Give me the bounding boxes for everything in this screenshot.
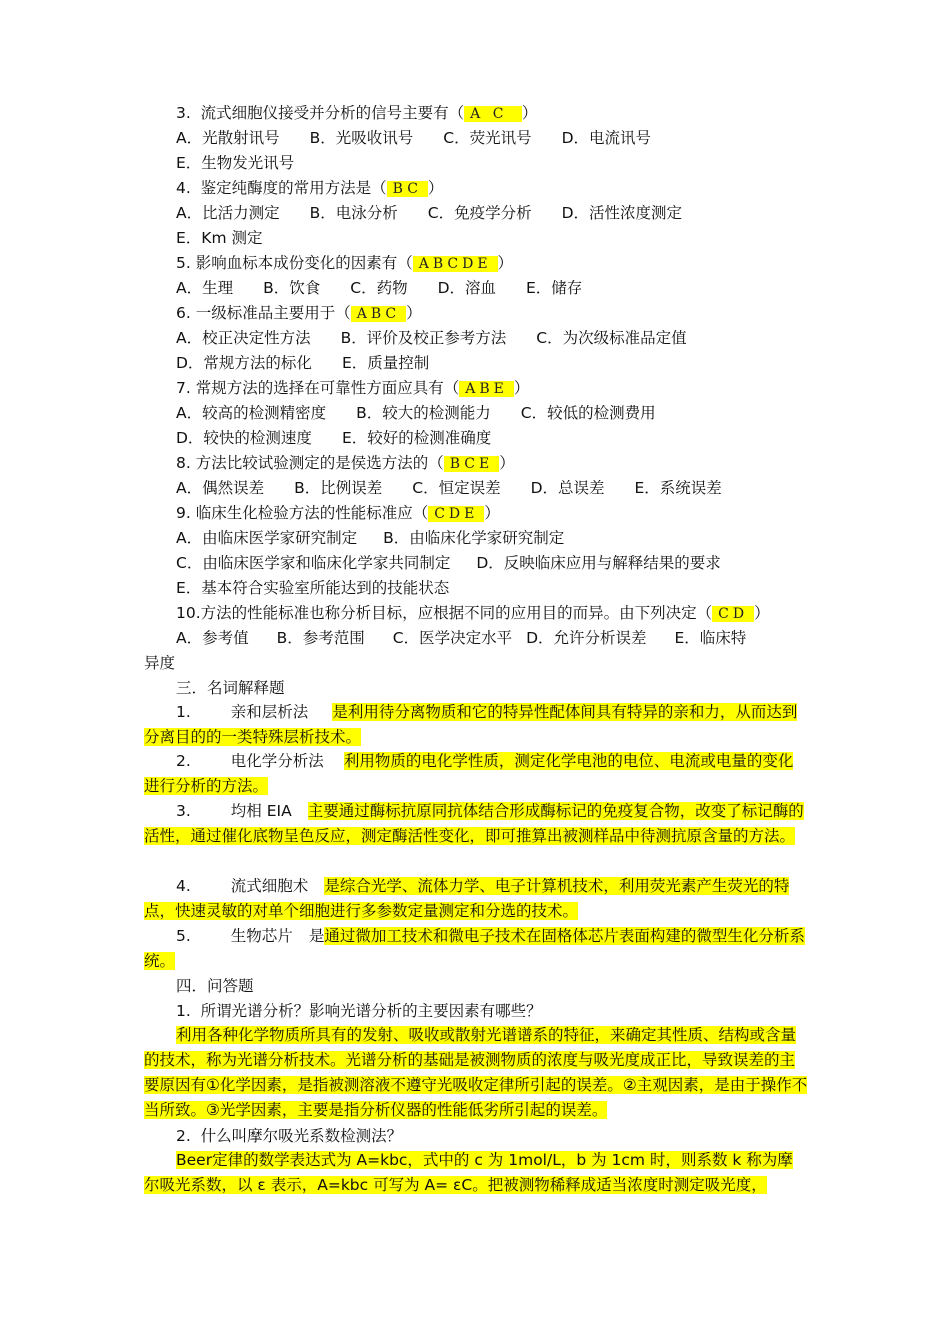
answer-highlight: ABC [351, 306, 406, 322]
answer-text-highlight: Beer定律的数学表达式为 A=kbc，式中的 c 为 1mol/L，b 为 1cm 时，则系数 k 称为摩尔吸光系数，以 ε 表示，A=kbc 可写为 A= εC。把被测物稀释成适当浓度时测定吸光度， [144, 1151, 793, 1194]
term-definition-3: 3. 均相 EIA 主要通过酶标抗原同抗体结合形成酶标记的免疫复合物，改变了标记酶的活性，通过催化底物呈色反应，测定酶活性变化，即可推算出被测样品中待测抗原含量的方法。 [144, 802, 804, 845]
answer-highlight: BCE [444, 456, 499, 472]
term: 电化学分析法 [230, 752, 324, 770]
question-10: 10.方法的性能标准也称分析目标，应根据不同的应用目的而异。由下列决定（ CD ） [176, 604, 770, 622]
question-8: 8. 方法比较试验测定的是侯选方法的（ BCE ） [176, 454, 515, 472]
term-definition-2: 2. 电化学分析法 利用物质的电化学性质，测定化学电池的电位、电流或电量的变化进行分析的方法。 [144, 752, 794, 795]
options-row: D．较快的检测速度 E．较好的检测准确度 [176, 429, 492, 447]
section-title: 四．问答题 [176, 977, 254, 995]
definition-highlight: 是综合光学、流体力学、电子计算机技术，利用荧光素产生荧光的特点，快速灵敏的对单个细胞进行多参数定量测定和分选的技术。 [144, 877, 790, 920]
term: 流式细胞术 [230, 877, 309, 895]
qa-answer-2 [144, 1148, 808, 1198]
term-definition-1: 1. 亲和层析法 是利用待分离物质和它的特异性配体间具有特异的亲和力，从而达到分离目的的一类特殊层析技术。 [144, 703, 798, 746]
question-stem: 6. 一级标准品主要用于（ [176, 304, 351, 322]
options-row: E．基本符合实验室所能达到的技能状态 [176, 579, 450, 597]
question-stem: 10.方法的性能标准也称分析目标，应根据不同的应用目的而异。由下列决定（ [176, 604, 713, 622]
term: 均相 EIA [230, 802, 292, 820]
term-definition-5: 5. 生物芯片 是通过微加工技术和微电子技术在固格体芯片表面构建的微型生化分析系统。 [144, 927, 805, 970]
term: 生物芯片 [230, 927, 293, 945]
answer-highlight: ABE [459, 381, 514, 397]
question-stem: 9. 临床生化检验方法的性能标准应（ [176, 504, 429, 522]
answer-highlight: CDE [428, 506, 484, 522]
options-row: C．由临床医学家和临床化学家共同制定 D．反映临床应用与解释结果的要求 [176, 554, 721, 572]
options-row: A．较高的检测精密度 B．较大的检测能力 C．较低的检测费用 [176, 404, 656, 422]
question-stem: 3. 流式细胞仪接受并分析的信号主要有（ [176, 104, 465, 122]
options-row: A．光散射讯号 B．光吸收讯号 C．荧光讯号 D．电流讯号 [176, 129, 652, 147]
definition-highlight: 是利用待分离物质和它的特异性配体间具有特异的亲和力，从而达到分离目的的一类特殊层析技术。 [144, 703, 798, 746]
definition-highlight: 通过微加工技术和微电子技术在固格体芯片表面构建的微型生化分析系统。 [144, 927, 805, 970]
options-row: A．校正决定性方法 B．评价及校正参考方法 C．为次级标准品定值 [176, 329, 687, 347]
question-4: 4. 鉴定纯酶度的常用方法是（ BC ） [176, 179, 444, 197]
qa-question-1: 1. 所谓光谱分析？影响光谱分析的主要因素有哪些？ [176, 1002, 542, 1020]
qa-question-2: 2. 什么叫摩尔吸光系数检测法？ [176, 1127, 403, 1145]
question-stem: 7. 常规方法的选择在可靠性方面应具有（ [176, 379, 460, 397]
options-row: A．偶然误差 B．比例误差 C．恒定误差 D．总误差 E．系统误差 [176, 479, 722, 497]
question-stem: 5. 影响血标本成份变化的因素有（ [176, 254, 413, 272]
options-row: A．比活力测定 B．电泳分析 C．免疫学分析 D．活性浓度测定 [176, 204, 683, 222]
definition-highlight: 利用物质的电化学性质，测定化学电池的电位、电流或电量的变化进行分析的方法。 [144, 752, 794, 795]
answer-highlight: BC [387, 181, 428, 197]
term: 亲和层析法 [230, 703, 309, 721]
answer-text-highlight: 利用各种化学物质所具有的发射、吸收或散射光谱谱系的特征，来确定其性质、结构或含量的技术，称为光谱分析技术。光谱分析的基础是被测物质的浓度与吸光度成正比，导致误差的主要原因有①化学因素，是指被测溶液不遵守光吸收定律所引起的误差。②主观因素，是由于操作不当所致。③光学因素，主要是指分析仪器的性能低劣所引起的误差。 [144, 1026, 808, 1119]
answer-highlight: A C [464, 106, 522, 122]
answer-highlight: CD [712, 606, 754, 622]
options-row: A．由临床医学家研究制定 B．由临床化学家研究制定 [176, 529, 565, 547]
question-9: 9. 临床生化检验方法的性能标准应（ CDE ） [176, 504, 500, 522]
question-6: 6. 一级标准品主要用于（ ABC ） [176, 304, 422, 322]
question-stem: 4. 鉴定纯酶度的常用方法是（ [176, 179, 387, 197]
qa-answer-1 [144, 1023, 808, 1123]
question-5: 5. 影响血标本成份变化的因素有（ ABCDE ） [176, 254, 514, 272]
options-wrap: 异度 [144, 654, 176, 672]
options-row: D．常规方法的标化 E．质量控制 [176, 354, 430, 372]
definition-highlight: 主要通过酶标抗原同抗体结合形成酶标记的免疫复合物，改变了标记酶的活性，通过催化底物呈色反应，测定酶活性变化，即可推算出被测样品中待测抗原含量的方法。 [144, 802, 804, 845]
question-7: 7. 常规方法的选择在可靠性方面应具有（ ABE ） [176, 379, 530, 397]
answer-highlight: ABCDE [413, 256, 498, 272]
term-definition-4: 4. 流式细胞术 是综合光学、流体力学、电子计算机技术，利用荧光素产生荧光的特点，快速灵敏的对单个细胞进行多参数定量测定和分选的技术。 [144, 877, 790, 920]
section-title: 三．名词解释题 [176, 679, 285, 697]
options-row: E．生物发光讯号 [176, 154, 295, 172]
options-row: A．生理 B．饮食 C．药物 D．溶血 E．储存 [176, 279, 583, 297]
options-row: A．参考值 B．参考范围 C．医学决定水平 D．允许分析误差 E．临床特 [176, 629, 747, 647]
question-stem: 8. 方法比较试验测定的是侯选方法的（ [176, 454, 444, 472]
question-3: 3. 流式细胞仪接受并分析的信号主要有（ A C ） [176, 104, 538, 122]
options-row: E．Km 测定 [176, 229, 263, 247]
